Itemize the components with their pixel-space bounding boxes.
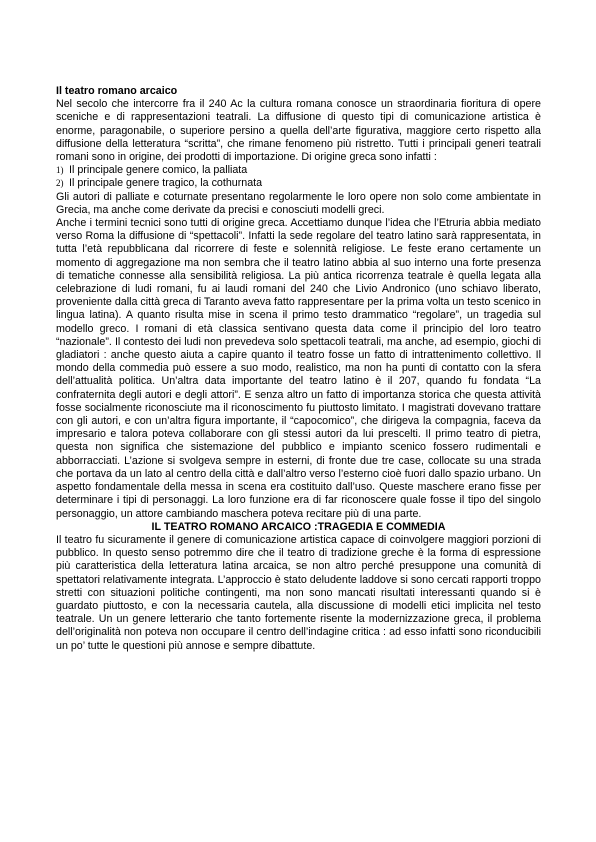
document-page xyxy=(56,85,541,653)
list-item xyxy=(56,177,541,190)
list-number: 1) xyxy=(56,165,64,176)
section-heading: IL TEATRO ROMANO ARCAICO :TRAGEDIA E COMMEDIA xyxy=(151,520,446,533)
list-text: Il principale genere comico, la palliata xyxy=(69,164,248,177)
list-text: Il principale genere tragico, la cothurnata xyxy=(69,177,263,190)
paragraph-intro: Nel secolo che intercorre fra il 240 Ac la cultura romana conosce un straordinaria fioritura di opere sceniche e di rappresentazioni teatrali. La diffusione di questo tipi di comunicazione artistica è enorme, paragonabile, o superiore persino a quella dell’arte figurativa, maggiore certo rispetto alla diffusione della letteratura “scritta”, che rimane fenomeno più ristretto. Tutti i principali generi teatrali romani sono in origine, dei prodotti di importazione. Di origine greca sono infatti : xyxy=(56,98,541,164)
paragraph-authors: Gli autori di palliate e coturnate presentano regolarmente le loro opere non solo come ambientate in Grecia, ma anche come derivate da precisi e conosciuti modelli greci. xyxy=(56,190,541,216)
paragraph-origins: Anche i termini tecnici sono tutti di origine greca. Accettiamo dunque l’idea che l’Etruria abbia mediato verso Roma la diffusione di “spettacoli”. Infatti la sede regolare del teatro latino sarà rappresentata, in tutta l’età repubblicana dal ricorrere di feste e solennità religiose. Le feste erano certamente un momento di aggregazione ma non sembra che il teatro latino abbia al suo interno una forte presenza di tematiche connesse alla sensibilità religiosa. La più antica ricorrenza teatrale è quella legata alla celebrazione di ludi romani, fu ai laudi romani del 240 che Livio Andronico (uno schiavo liberato, proveniente dalla città greca di Taranto aveva fatto rappresentare per la prima volta un testo scenico in lingua latina). A quanto risulta mise in scena il primo testo drammatico “regolare”, un tragedia sul modello greco. I romani di età classica sentivano questa data come il principio del loro teatro “nazionale”. Il contesto dei ludi non prevedeva solo spettacoli teatrali, ma anche, ad esempio, giochi di gladiatori : anche questo aiuta a capire quanto il teatro fosse un fatto di intrattenimento collettivo. Il mondo della commedia può essere a suo modo, realistico, ma non ha punti di contatto con la sfera dell’attualità politica. Un’altra data importante del teatro latino è il 207, quando fu fondata “La confraternita degli autori e degli attori”. E senza altro un fatto di importanza storica che questa attività fosse socialmente riconosciute ma il riconoscimento fu piuttosto limitato. I magistrati dovevano trattare con gli autori, e con un’altra figura importante, il “capocomico”, che dirigeva la compagnia, faceva da impresario e talora poteva collaborare con gli stessi autori da lui prescelti. Il primo teatro di pietra, questa non significa che sistemazione del pubblico e impianto scenico fossero rudimentali e abborracciati. L’azione si svolgeva sempre in esterni, di fronte due tre case, collocate su una strada che portava da un lato al centro della città e dall’altro verso l’esterno cioè fuori dallo spazio urbano. Un aspetto fondamentale della messa in scena era costituito dall’uso. Queste maschere erano fisse per determinare i tipi di personaggi. La loro funzione era di far riconoscere quale fosse il tipo del singolo personaggio, un attore cambiando maschera poteva recitare più di una parte. xyxy=(56,217,541,520)
paragraph-tragedy-comedy: Il teatro fu sicuramente il genere di comunicazione artistica capace di coinvolgere maggiori porzioni di pubblico. In questo senso potremmo dire che il teatro di tradizione greche è la forma di espressione più caratteristica della letteratura latina arcaica, se non altro perché presuppone una comunità di spettatori relativamente integrata. L’approccio è stato deludente laddove si sono cercati rapporti troppo stretti con situazioni politiche contingenti, ma non sono mancati risultati interessanti quando si è guardato piuttosto, e con la necessaria cautela, alla discussione di modelli etici implicita nel testo teatrale. Un un genere letterario che tanto fortemente risente la modernizzazione greca, il problema dell’originalità non poteva non occupare il centro dell’indagine critica : ad esso infatti sono riconducibili un po’ tutte le questioni più annose e sempre dibattute. xyxy=(56,533,541,652)
list-number: 2) xyxy=(56,178,64,189)
list-item xyxy=(56,164,541,177)
document-title: Il teatro romano arcaico xyxy=(56,85,178,97)
